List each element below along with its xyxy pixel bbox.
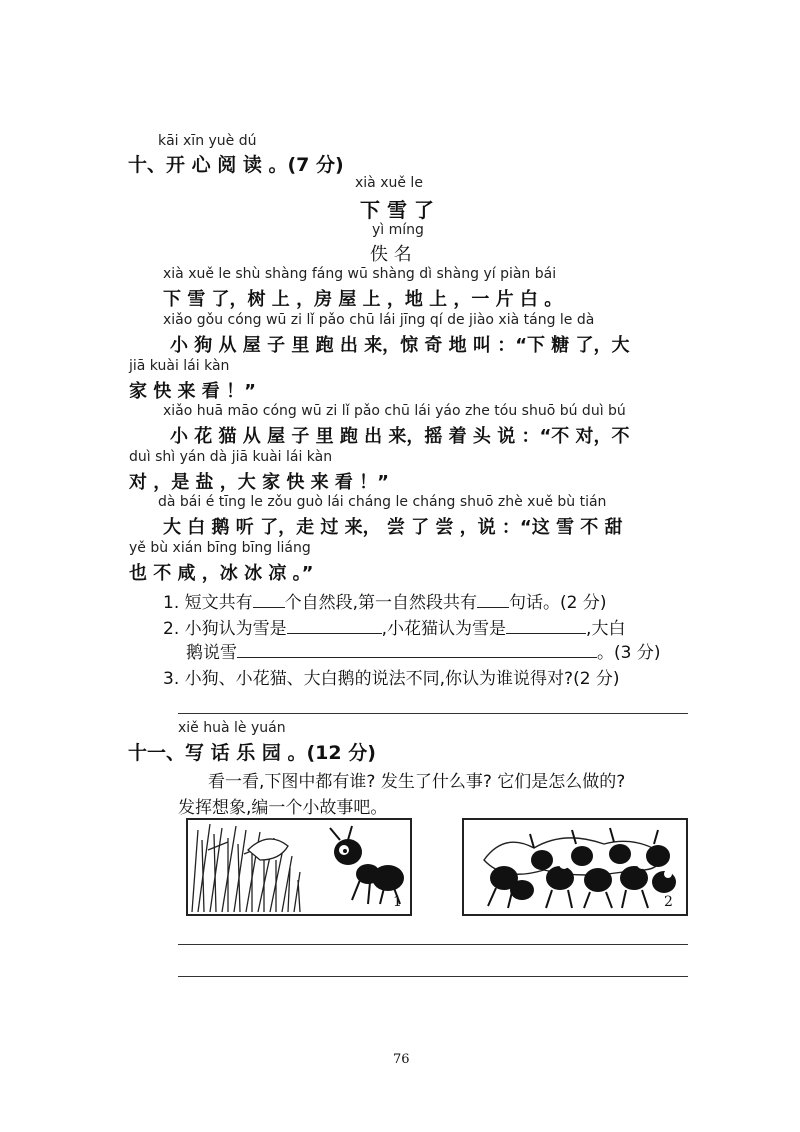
writing-prompt: 发挥想象,编一个小故事吧。 [178, 798, 388, 818]
writing-line[interactable] [178, 976, 688, 977]
story-line-pinyin: xiǎo huā māo cóng wū zi lǐ pǎo chū lái yáo zhe tóu shuō bú duì bú [163, 403, 626, 419]
section10-heading: 十、开 心 阅 读 。(7 分) [128, 154, 344, 176]
story-line-text: 对 ，是 盐 ，大 家 快 来 看 ！” [129, 472, 389, 493]
story-author-pinyin: yì míng [372, 222, 424, 238]
ants-carrying-illustration [464, 820, 686, 914]
story-line-text: 也 不 咸 ，冰 冰 凉 。” [129, 563, 314, 584]
question-text: 。(3 分) [597, 643, 661, 663]
story-line-text: 小 花 猫 从 屋 子 里 跑 出 来，摇 着 头 说 ：“不 对，不 [170, 426, 630, 447]
answer-blank[interactable] [506, 617, 586, 634]
question-number: 1. [163, 593, 180, 613]
picture-number: 2 [664, 894, 673, 910]
question-3 [163, 664, 620, 689]
picture-2 [462, 818, 688, 916]
picture-number: 1 [393, 894, 402, 910]
story-line-pinyin: xiǎo gǒu cóng wū zi lǐ pǎo chū lái jīng qí de jiào xià táng le dà [163, 312, 595, 328]
story-line-text: 下 雪 了，树 上 ，房 屋 上 ，地 上 ，一 片 白 。 [163, 289, 563, 310]
story-line-text: 小 狗 从 屋 子 里 跑 出 来，惊 奇 地 叫 ：“下 糖 了，大 [170, 335, 630, 356]
question-text: 小狗认为雪是 [184, 619, 287, 639]
question-2-continued [186, 638, 660, 663]
picture-1 [186, 818, 412, 916]
section11-heading: 十一、写 话 乐 园 。(12 分) [128, 742, 376, 764]
question-text: 短文共有 [184, 593, 253, 613]
question-text: 小狗、小花猫、大白鹅的说法不同,你认为谁说得对?(2 分) [184, 669, 620, 689]
story-line-pinyin: dà bái é tīng le zǒu guò lái cháng le cháng shuō zhè xuě bù tián [158, 494, 607, 510]
story-author: 佚 名 [370, 244, 412, 265]
question-text: 个自然段,第一自然段共有 [284, 593, 478, 613]
answer-blank[interactable] [477, 591, 509, 608]
page-number: 76 [393, 1052, 410, 1067]
story-line-text: 家 快 来 看 ！” [129, 381, 256, 402]
question-text: 鹅说雪 [186, 643, 237, 663]
answer-blank[interactable] [287, 617, 382, 634]
section10-pinyin: kāi xīn yuè dú [158, 133, 257, 149]
story-line-pinyin: jiā kuài lái kàn [129, 358, 230, 374]
ant-grass-illustration [188, 820, 410, 914]
question-1 [163, 588, 607, 613]
question-text: 句话。(2 分) [509, 593, 607, 613]
answer-line[interactable] [178, 713, 688, 714]
question-number: 3. [163, 669, 180, 689]
story-line-text: 大 白 鹅 听 了，走 过 来， 尝 了 尝 ，说 ：“这 雪 不 甜 [163, 517, 623, 538]
story-line-pinyin: duì shì yán dà jiā kuài lái kàn [129, 449, 333, 465]
question-text: ,小花猫认为雪是 [381, 619, 507, 639]
answer-blank[interactable] [253, 591, 285, 608]
writing-prompt: 看一看,下图中都有谁? 发生了什么事? 它们是怎么做的? [208, 772, 626, 792]
story-title: 下 雪 了 [360, 198, 434, 222]
question-2 [163, 614, 625, 639]
answer-blank[interactable] [237, 641, 597, 658]
writing-line[interactable] [178, 944, 688, 945]
story-title-pinyin: xià xuě le [355, 175, 423, 191]
question-number: 2. [163, 619, 180, 639]
question-text: ,大白 [586, 619, 626, 639]
section11-pinyin: xiě huà lè yuán [178, 720, 286, 736]
story-line-pinyin: xià xuě le shù shàng fáng wū shàng dì shàng yí piàn bái [163, 266, 557, 282]
story-line-pinyin: yě bù xián bīng bīng liáng [129, 540, 311, 556]
